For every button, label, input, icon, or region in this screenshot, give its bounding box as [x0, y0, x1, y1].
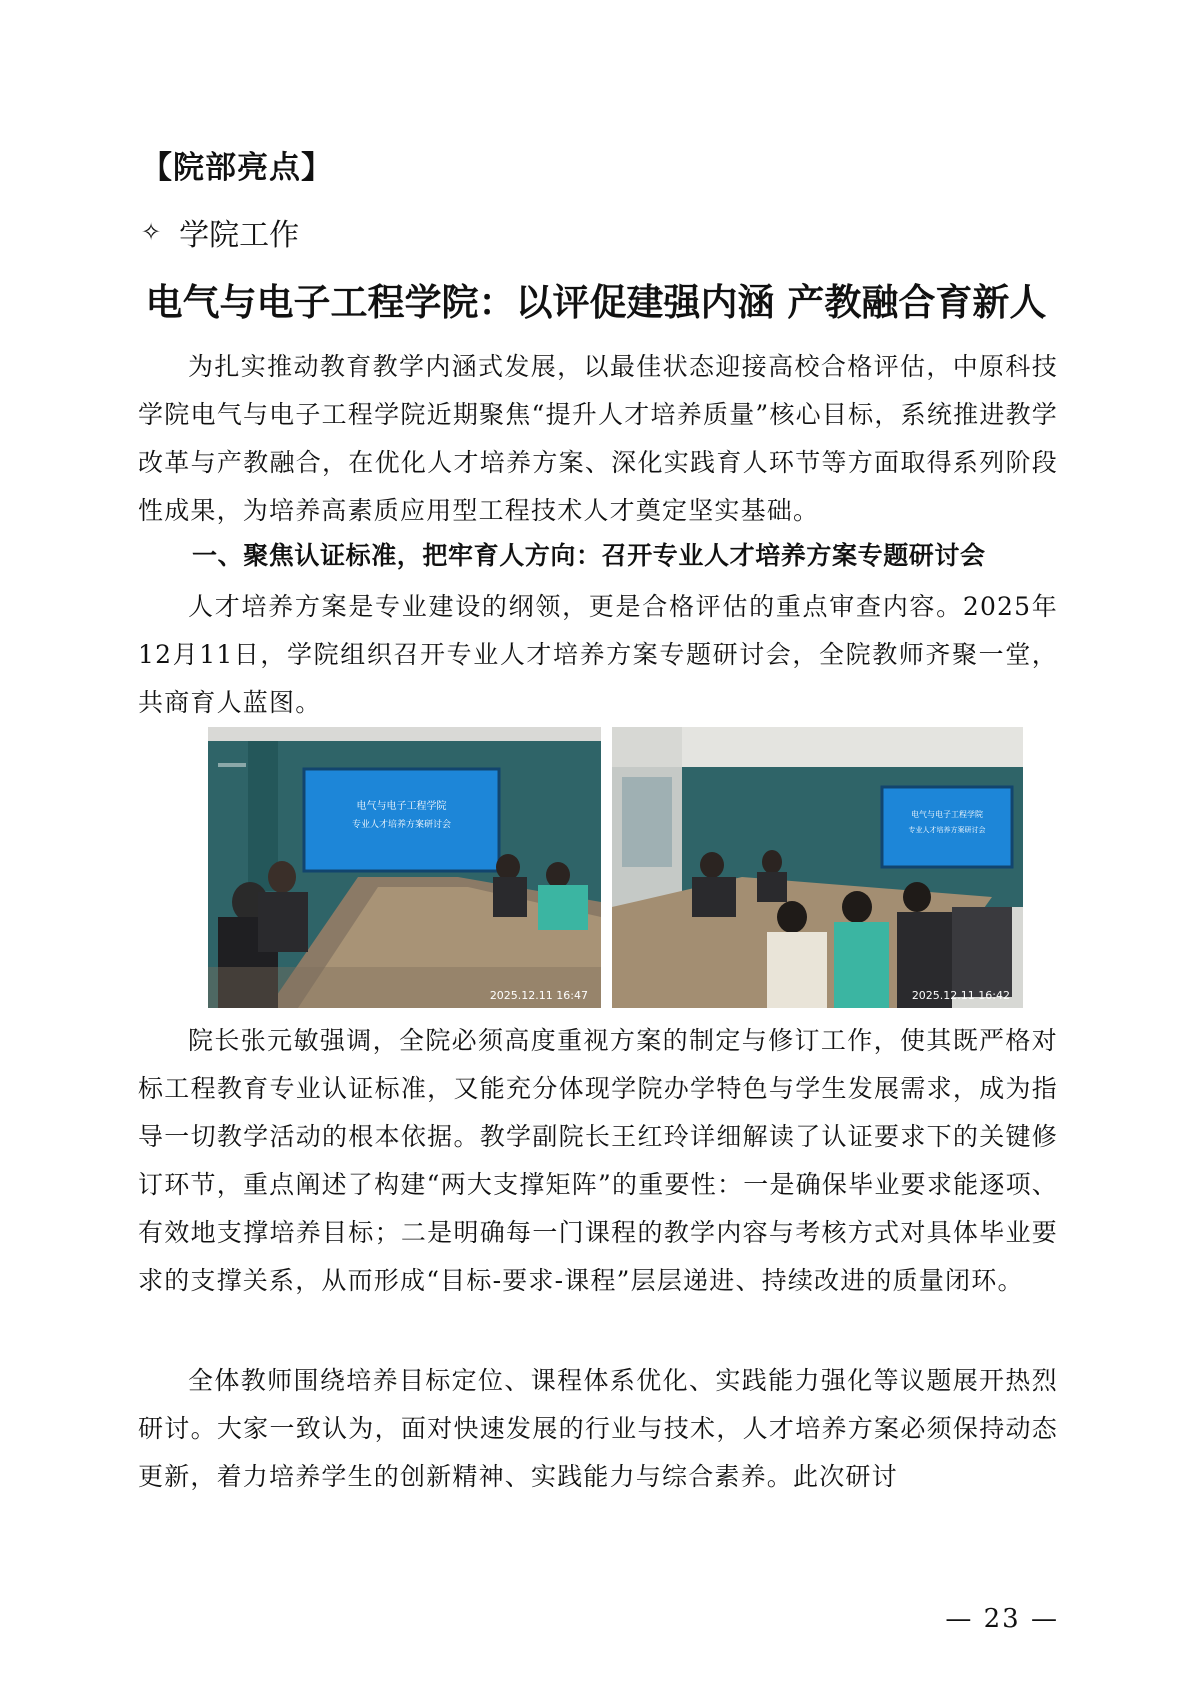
photo-meeting-left	[208, 727, 601, 1008]
paragraph-2: 人才培养方案是专业建设的纲领，更是合格评估的重点审查内容。2025年12月11日，学院组织召开专业人才培养方案专题研讨会，全院教师齐聚一堂，共商育人蓝图。	[138, 592, 1058, 717]
section-tag: 【院部亮点】	[141, 150, 333, 186]
screen-text-left-1: 电气与电子工程学院	[356, 801, 447, 812]
section-heading-1: 一、聚焦认证标准，把牢育人方向：召开专业人才培养方案专题研讨会	[192, 541, 986, 570]
article-title: 电气与电子工程学院：以评促建强内涵 产教融合育新人	[145, 280, 1047, 324]
subhead-text: 学院工作	[179, 218, 300, 253]
paragraph-4: 全体教师围绕培养目标定位、课程体系优化、实践能力强化等议题展开热烈研讨。大家一致认为，面对快速发展的行业与技术，人才培养方案必须保持动态更新，着力培养学生的创新精神、实践能力与综合素养。此次研讨	[138, 1366, 1058, 1491]
diamond-icon: ✧	[141, 218, 162, 246]
screen-text-right-2: 专业人才培养方案研讨会	[908, 826, 986, 834]
photo-meeting-right	[612, 727, 1023, 1008]
paragraph-3: 院长张元敏强调，全院必须高度重视方案的制定与修订工作，使其既严格对标工程教育专业认证标准，又能充分体现学院办学特色与学生发展需求，成为指导一切教学活动的根本依据。教学副院长王红玲详细解读了认证要求下的关键修订环节，重点阐述了构建“两大支撑矩阵”的重要性：一是确保毕业要求能逐项、有效地支撑培养目标；二是明确每一门课程的教学内容与考核方式对具体毕业要求的支撑关系，从而形成“目标-要求-课程”层层递进、持续改进的质量闭环。	[138, 1026, 1058, 1295]
page-number: — 23 —	[945, 1604, 1059, 1634]
timestamp-right: 2025.12.11 16:42	[911, 989, 1010, 1002]
screen-text-right-1: 电气与电子工程学院	[911, 810, 983, 819]
screen-text-left-2: 专业人才培养方案研讨会	[351, 820, 452, 830]
subhead	[141, 210, 299, 254]
paragraph-intro: 为扎实推动教育教学内涵式发展，以最佳状态迎接高校合格评估，中原科技学院电气与电子工程学院近期聚焦“提升人才培养质量”核心目标，系统推进教学改革与产教融合，在优化人才培养方案、深化实践育人环节等方面取得系列阶段性成果，为培养高素质应用型工程技术人才奠定坚实基础。	[138, 352, 1058, 525]
timestamp-left: 2025.12.11 16:47	[489, 989, 588, 1002]
